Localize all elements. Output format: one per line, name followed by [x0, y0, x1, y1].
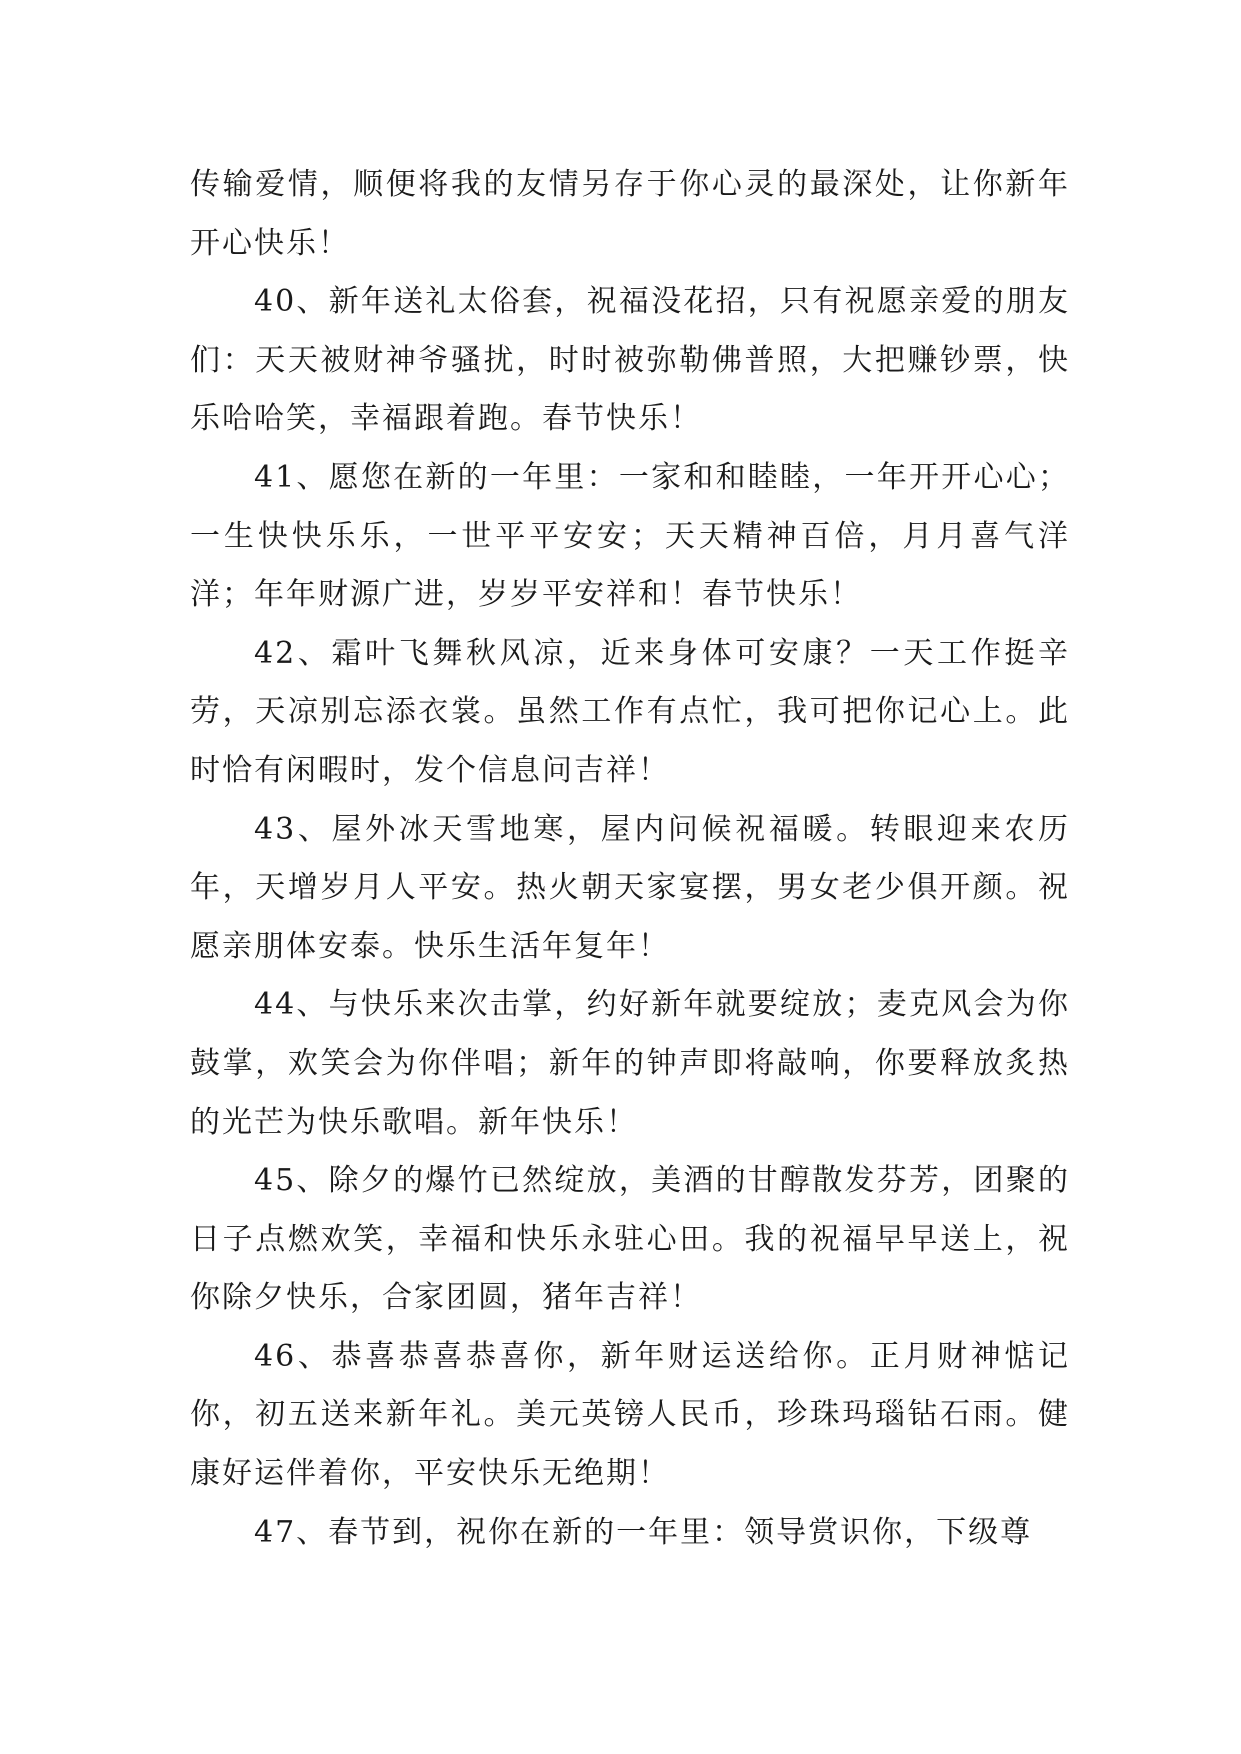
document-body [190, 156, 1070, 1562]
paragraph-42: 42、霜叶飞舞秋风凉，近来身体可安康？一天工作挺辛劳，天凉别忘添衣裳。虽然工作有点忙，我可把你记心上。此时恰有闲暇时，发个信息问吉祥！ [190, 635, 1070, 788]
paragraph-47: 47、春节到，祝你在新的一年里：领导赏识你，下级尊 [254, 1514, 1033, 1550]
paragraph-46: 46、恭喜恭喜恭喜你，新年财运送给你。正月财神惦记你，初五送来新年礼。美元英镑人民币，珍珠玛瑙钻石雨。健康好运伴着你，平安快乐无绝期！ [190, 1338, 1070, 1492]
paragraph-41: 41、愿您在新的一年里：一家和和睦睦，一年开开心心；一生快快乐乐，一世平平安安；天天精神百倍，月月喜气洋洋；年年财源广进，岁岁平安祥和！春节快乐！ [190, 459, 1070, 613]
paragraph-44: 44、与快乐来次击掌，约好新年就要绽放；麦克风会为你鼓掌，欢笑会为你伴唱；新年的钟声即将敲响，你要释放炙热的光芒为快乐歌唱。新年快乐！ [190, 987, 1070, 1140]
paragraph-43: 43、屋外冰天雪地寒，屋内问候祝福暖。转眼迎来农历年，天增岁月人平安。热火朝天家宴摆，男女老少俱开颜。祝愿亲朋体安泰。快乐生活年复年！ [190, 811, 1070, 964]
paragraph-45: 45、除夕的爆竹已然绽放，美酒的甘醇散发芬芳，团聚的日子点燃欢笑，幸福和快乐永驻心田。我的祝福早早送上，祝你除夕快乐，合家团圆，猪年吉祥！ [190, 1163, 1070, 1316]
paragraph-40: 40、新年送礼太俗套，祝福没花招，只有祝愿亲爱的朋友们：天天被财神爷骚扰，时时被弥勒佛普照，大把赚钞票，快乐哈哈笑，幸福跟着跑。春节快乐！ [190, 284, 1070, 437]
paragraph-continuation: 传输爱情，顺便将我的友情另存于你心灵的最深处，让你新年开心快乐！ [190, 167, 1070, 261]
